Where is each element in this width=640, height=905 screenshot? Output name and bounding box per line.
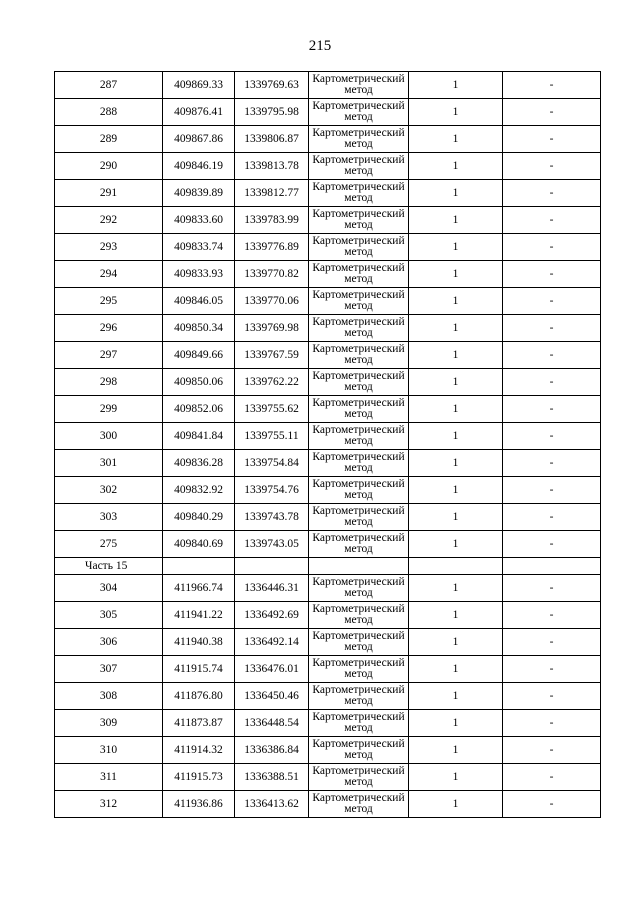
point-id-cell: 288 [55,99,163,126]
method-line-2: метод [344,614,373,626]
method-cell [309,315,409,342]
point-id-cell: 295 [55,288,163,315]
method-cell [309,504,409,531]
method-cell [309,234,409,261]
accuracy-cell: 1 [409,710,503,737]
accuracy-cell: 1 [409,72,503,99]
accuracy-cell: 1 [409,126,503,153]
table-row [55,207,601,234]
method-line-2: метод [344,543,373,555]
accuracy-cell: 1 [409,531,503,558]
table-row [55,737,601,764]
y-coordinate-cell: 1339762.22 [235,369,309,396]
method-line-1: Картометрический [312,181,405,193]
method-cell [309,737,409,764]
x-coordinate-cell: 411966.74 [163,575,235,602]
x-coordinate-cell: 409876.41 [163,99,235,126]
point-id-cell: 310 [55,737,163,764]
method-cell [309,153,409,180]
method-line-1: Картометрический [312,630,405,642]
method-line-1: Картометрический [312,684,405,696]
note-cell: - [503,575,601,602]
point-id-cell: 309 [55,710,163,737]
table-row [55,504,601,531]
x-coordinate-cell: 409846.05 [163,288,235,315]
method-line-1: Картометрический [312,235,405,247]
y-coordinate-cell: 1339776.89 [235,234,309,261]
method-line-2: метод [344,138,373,150]
method-line-2: метод [344,300,373,312]
method-cell [309,575,409,602]
note-cell: - [503,629,601,656]
y-coordinate-cell: 1339770.82 [235,261,309,288]
y-coordinate-cell: 1336448.54 [235,710,309,737]
accuracy-cell: 1 [409,629,503,656]
point-id-cell: 291 [55,180,163,207]
note-cell: - [503,126,601,153]
accuracy-cell: 1 [409,369,503,396]
method-cell [309,477,409,504]
accuracy-cell: 1 [409,261,503,288]
section-row [55,558,601,575]
table-row [55,315,601,342]
method-line-1: Картометрический [312,765,405,777]
method-cell [309,72,409,99]
y-coordinate-cell: 1339754.76 [235,477,309,504]
point-id-cell: 294 [55,261,163,288]
method-line-2: метод [344,516,373,528]
method-cell [309,423,409,450]
note-cell: - [503,764,601,791]
note-cell: - [503,234,601,261]
y-coordinate-cell: 1339813.78 [235,153,309,180]
y-coordinate-cell: 1336450.46 [235,683,309,710]
table-row [55,575,601,602]
accuracy-cell: 1 [409,423,503,450]
point-id-cell: 311 [55,764,163,791]
note-cell: - [503,683,601,710]
method-line-2: метод [344,192,373,204]
method-cell [309,450,409,477]
method-line-2: метод [344,273,373,285]
method-cell [309,629,409,656]
x-coordinate-cell: 411936.86 [163,791,235,818]
x-coordinate-cell: 411941.22 [163,602,235,629]
accuracy-cell: 1 [409,180,503,207]
y-coordinate-cell: 1339770.06 [235,288,309,315]
accuracy-cell: 1 [409,342,503,369]
method-line-2: метод [344,327,373,339]
point-id-cell: 304 [55,575,163,602]
x-coordinate-cell: 409849.66 [163,342,235,369]
point-id-cell: 292 [55,207,163,234]
x-coordinate-cell: 409836.28 [163,450,235,477]
method-line-2: метод [344,776,373,788]
accuracy-cell: 1 [409,504,503,531]
method-line-2: метод [344,246,373,258]
note-cell: - [503,477,601,504]
point-id-cell: 293 [55,234,163,261]
point-id-cell: 298 [55,369,163,396]
accuracy-cell: 1 [409,288,503,315]
x-coordinate-cell: 409869.33 [163,72,235,99]
x-coordinate-cell: 409840.29 [163,504,235,531]
x-coordinate-cell: 411914.32 [163,737,235,764]
x-coordinate-cell: 411940.38 [163,629,235,656]
y-coordinate-cell: 1339769.63 [235,72,309,99]
y-coordinate-cell: 1339795.98 [235,99,309,126]
point-id-cell: 303 [55,504,163,531]
x-coordinate-cell: 409832.92 [163,477,235,504]
note-cell: - [503,99,601,126]
table-row [55,791,601,818]
point-id-cell: 299 [55,396,163,423]
point-id-cell: 296 [55,315,163,342]
table-row [55,99,601,126]
x-coordinate-cell: 409852.06 [163,396,235,423]
accuracy-cell: 1 [409,396,503,423]
method-line-2: метод [344,641,373,653]
note-cell: - [503,710,601,737]
table-row [55,369,601,396]
table-row [55,531,601,558]
y-coordinate-cell: 1339743.78 [235,504,309,531]
page-number: 215 [308,38,332,54]
x-coordinate-cell: 409833.60 [163,207,235,234]
x-coordinate-cell: 411876.80 [163,683,235,710]
method-line-2: метод [344,165,373,177]
note-cell: - [503,261,601,288]
empty-cell [163,558,235,575]
x-coordinate-cell: 411915.73 [163,764,235,791]
method-line-2: метод [344,695,373,707]
table-row [55,710,601,737]
accuracy-cell: 1 [409,764,503,791]
point-id-cell: 275 [55,531,163,558]
method-line-1: Картометрический [312,738,405,750]
method-cell [309,396,409,423]
accuracy-cell: 1 [409,477,503,504]
method-cell [309,683,409,710]
point-id-cell: 302 [55,477,163,504]
x-coordinate-cell: 411915.74 [163,656,235,683]
note-cell: - [503,72,601,99]
table-row [55,288,601,315]
method-cell [309,180,409,207]
method-line-1: Картометрический [312,127,405,139]
table-row [55,683,601,710]
method-line-2: метод [344,111,373,123]
method-line-1: Картометрический [312,657,405,669]
method-line-2: метод [344,462,373,474]
method-cell [309,99,409,126]
method-line-2: метод [344,668,373,680]
note-cell: - [503,315,601,342]
method-line-1: Картометрический [312,451,405,463]
method-cell [309,207,409,234]
method-line-1: Картометрический [312,532,405,544]
point-id-cell: 300 [55,423,163,450]
y-coordinate-cell: 1339806.87 [235,126,309,153]
x-coordinate-cell: 409850.06 [163,369,235,396]
method-line-1: Картометрический [312,262,405,274]
point-id-cell: 297 [55,342,163,369]
empty-cell [235,558,309,575]
note-cell: - [503,423,601,450]
accuracy-cell: 1 [409,656,503,683]
note-cell: - [503,180,601,207]
method-line-1: Картометрический [312,73,405,85]
note-cell: - [503,602,601,629]
table-row [55,477,601,504]
empty-cell [503,558,601,575]
coordinates-table [54,71,601,818]
table-row [55,423,601,450]
accuracy-cell: 1 [409,737,503,764]
accuracy-cell: 1 [409,315,503,342]
note-cell: - [503,369,601,396]
point-id-cell: 289 [55,126,163,153]
y-coordinate-cell: 1336446.31 [235,575,309,602]
method-line-1: Картометрический [312,424,405,436]
method-line-2: метод [344,435,373,447]
method-cell [309,531,409,558]
method-line-1: Картометрический [312,316,405,328]
accuracy-cell: 1 [409,450,503,477]
method-cell [309,791,409,818]
note-cell: - [503,737,601,764]
method-cell [309,369,409,396]
accuracy-cell: 1 [409,153,503,180]
empty-cell [409,558,503,575]
point-id-cell: 301 [55,450,163,477]
method-line-1: Картометрический [312,792,405,804]
accuracy-cell: 1 [409,791,503,818]
method-line-2: метод [344,722,373,734]
point-id-cell: 305 [55,602,163,629]
point-id-cell: 307 [55,656,163,683]
table-row [55,764,601,791]
table-row [55,126,601,153]
table-row [55,72,601,99]
method-line-1: Картометрический [312,289,405,301]
x-coordinate-cell: 409833.74 [163,234,235,261]
table-row [55,180,601,207]
table-row [55,629,601,656]
y-coordinate-cell: 1336388.51 [235,764,309,791]
method-cell [309,126,409,153]
point-id-cell: 312 [55,791,163,818]
method-line-1: Картометрический [312,603,405,615]
x-coordinate-cell: 409867.86 [163,126,235,153]
method-cell [309,710,409,737]
coordinates-table-body [55,72,601,818]
method-line-2: метод [344,84,373,96]
y-coordinate-cell: 1336386.84 [235,737,309,764]
method-line-2: метод [344,354,373,366]
table-row [55,450,601,477]
accuracy-cell: 1 [409,207,503,234]
method-line-1: Картометрический [312,478,405,490]
x-coordinate-cell: 409841.84 [163,423,235,450]
method-line-2: метод [344,749,373,761]
empty-cell [309,558,409,575]
method-line-1: Картометрический [312,505,405,517]
method-line-1: Картометрический [312,343,405,355]
method-cell [309,261,409,288]
table-row [55,396,601,423]
note-cell: - [503,450,601,477]
method-line-1: Картометрический [312,100,405,112]
note-cell: - [503,342,601,369]
method-line-1: Картометрический [312,370,405,382]
method-line-2: метод [344,381,373,393]
y-coordinate-cell: 1339754.84 [235,450,309,477]
note-cell: - [503,288,601,315]
y-coordinate-cell: 1336492.14 [235,629,309,656]
y-coordinate-cell: 1339767.59 [235,342,309,369]
y-coordinate-cell: 1336492.69 [235,602,309,629]
method-line-2: метод [344,408,373,420]
note-cell: - [503,207,601,234]
method-line-2: метод [344,587,373,599]
method-line-2: метод [344,489,373,501]
note-cell: - [503,153,601,180]
method-line-2: метод [344,803,373,815]
y-coordinate-cell: 1336413.62 [235,791,309,818]
method-line-2: метод [344,219,373,231]
section-label: Часть 15 [55,558,163,575]
accuracy-cell: 1 [409,234,503,261]
y-coordinate-cell: 1339812.77 [235,180,309,207]
table-row [55,656,601,683]
method-cell [309,656,409,683]
y-coordinate-cell: 1336476.01 [235,656,309,683]
note-cell: - [503,791,601,818]
table-row [55,234,601,261]
y-coordinate-cell: 1339755.11 [235,423,309,450]
accuracy-cell: 1 [409,683,503,710]
method-line-1: Картометрический [312,576,405,588]
x-coordinate-cell: 411873.87 [163,710,235,737]
note-cell: - [503,396,601,423]
point-id-cell: 306 [55,629,163,656]
note-cell: - [503,504,601,531]
method-line-1: Картометрический [312,711,405,723]
accuracy-cell: 1 [409,575,503,602]
method-cell [309,288,409,315]
table-row [55,153,601,180]
method-cell [309,602,409,629]
method-cell [309,342,409,369]
note-cell: - [503,531,601,558]
note-cell: - [503,656,601,683]
accuracy-cell: 1 [409,602,503,629]
method-line-1: Картометрический [312,208,405,220]
y-coordinate-cell: 1339743.05 [235,531,309,558]
accuracy-cell: 1 [409,99,503,126]
x-coordinate-cell: 409833.93 [163,261,235,288]
x-coordinate-cell: 409846.19 [163,153,235,180]
x-coordinate-cell: 409839.89 [163,180,235,207]
table-row [55,261,601,288]
method-line-1: Картометрический [312,154,405,166]
x-coordinate-cell: 409840.69 [163,531,235,558]
method-cell [309,764,409,791]
x-coordinate-cell: 409850.34 [163,315,235,342]
table-row [55,342,601,369]
point-id-cell: 290 [55,153,163,180]
point-id-cell: 308 [55,683,163,710]
method-line-1: Картометрический [312,397,405,409]
table-row [55,602,601,629]
y-coordinate-cell: 1339769.98 [235,315,309,342]
y-coordinate-cell: 1339755.62 [235,396,309,423]
y-coordinate-cell: 1339783.99 [235,207,309,234]
point-id-cell: 287 [55,72,163,99]
